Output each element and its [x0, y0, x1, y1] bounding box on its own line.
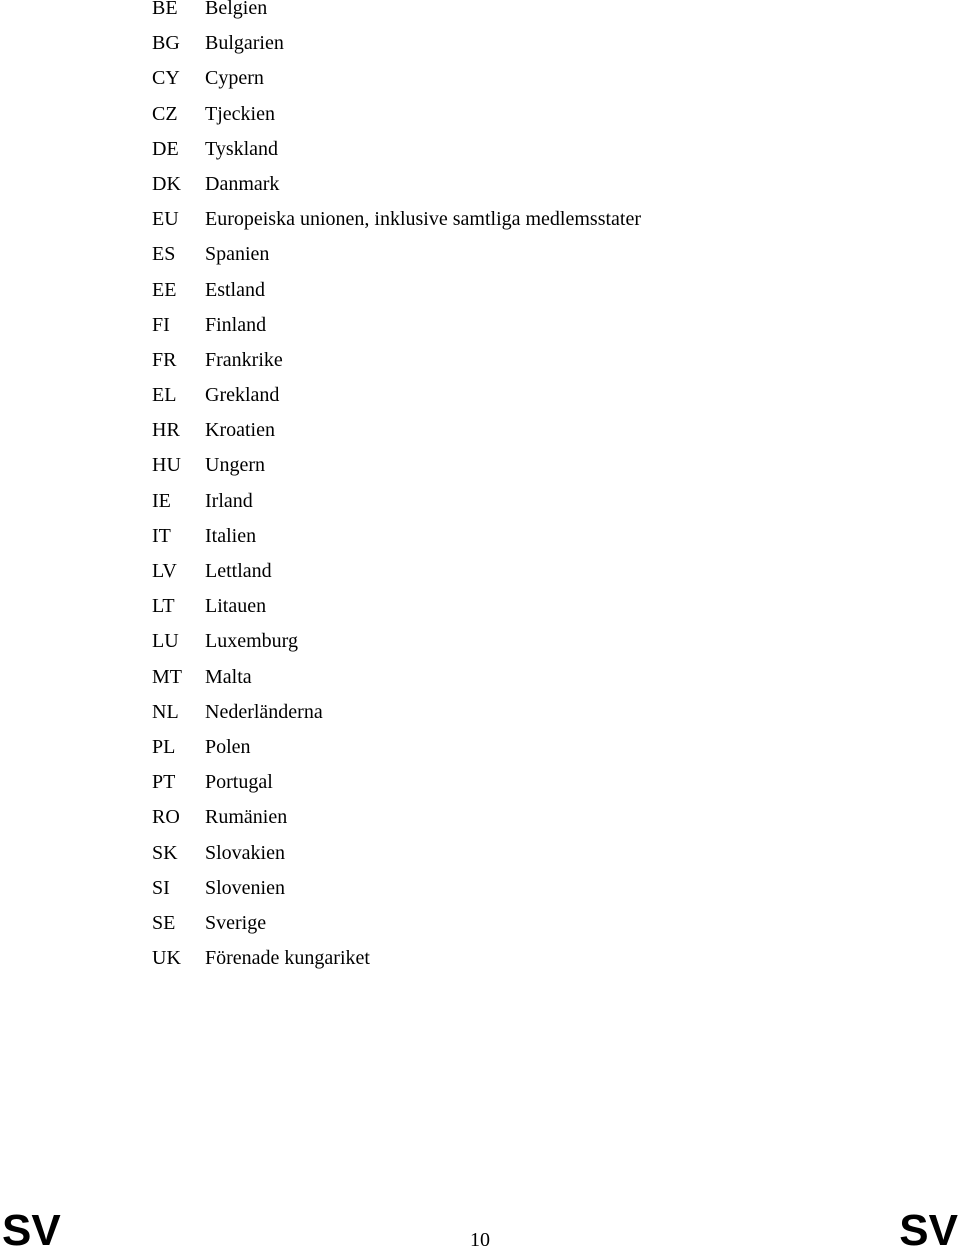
country-code: CY — [152, 67, 180, 90]
country-code: IT — [152, 524, 171, 547]
country-code: NL — [152, 700, 179, 723]
country-code: HR — [152, 419, 180, 442]
country-code: IE — [152, 489, 171, 512]
list-item — [152, 589, 641, 624]
list-item — [152, 448, 641, 483]
country-code: EE — [152, 278, 177, 301]
country-name: Luxemburg — [205, 630, 298, 653]
list-item — [152, 273, 641, 308]
country-code: UK — [152, 947, 181, 970]
country-name: Kroatien — [205, 419, 275, 442]
country-name: Ungern — [205, 454, 265, 477]
list-item — [152, 941, 641, 976]
country-name: Lettland — [205, 560, 272, 582]
list-item — [152, 343, 641, 378]
country-name: Frankrike — [205, 348, 283, 371]
country-name: Finland — [205, 313, 267, 336]
list-item — [152, 765, 641, 800]
country-name: Sverige — [205, 911, 267, 934]
country-code: MT — [152, 665, 182, 688]
country-name: Europeiska unionen, inklusive samtliga medlemsstater — [205, 208, 642, 231]
footer-language-code-right: SV — [899, 1206, 958, 1255]
country-name: Irland — [205, 489, 253, 512]
country-code: LT — [152, 595, 175, 618]
country-name: Polen — [205, 735, 251, 758]
list-item — [152, 484, 641, 519]
list-item — [152, 519, 641, 554]
country-code: HU — [152, 454, 181, 477]
list-item — [152, 906, 641, 941]
country-code: ES — [152, 243, 176, 266]
list-item — [152, 624, 641, 659]
list-item — [152, 97, 641, 132]
country-code: LV — [152, 560, 177, 582]
country-code: BE — [152, 0, 178, 19]
country-code: SK — [152, 841, 178, 864]
footer-language-code-left: SV — [2, 1206, 61, 1255]
country-name: Förenade kungariket — [205, 947, 370, 970]
list-item — [152, 308, 641, 343]
list-item — [152, 836, 641, 871]
list-item — [152, 202, 641, 237]
country-code: SI — [152, 876, 170, 899]
list-item — [152, 0, 641, 26]
country-name: Bulgarien — [205, 32, 284, 55]
country-name: Portugal — [205, 771, 273, 794]
country-code: BG — [152, 32, 180, 55]
list-item — [152, 800, 641, 835]
country-name: Rumänien — [205, 806, 288, 829]
country-name: Cypern — [205, 67, 264, 90]
list-item — [152, 554, 641, 589]
country-code: FI — [152, 313, 170, 336]
country-name: Estland — [205, 278, 265, 301]
country-name: Tjeckien — [205, 102, 275, 125]
country-name: Grekland — [205, 384, 280, 407]
country-name: Slovenien — [205, 876, 285, 899]
list-item — [152, 660, 641, 695]
list-item — [152, 132, 641, 167]
country-name: Tyskland — [205, 137, 279, 160]
list-item — [152, 26, 641, 61]
country-code: EL — [152, 384, 177, 407]
country-code: CZ — [152, 102, 178, 125]
country-code: SE — [152, 911, 176, 934]
country-code: FR — [152, 348, 177, 371]
country-code: DK — [152, 172, 181, 195]
country-code: EU — [152, 208, 179, 231]
list-item — [152, 237, 641, 272]
page-number: 10 — [470, 1229, 490, 1251]
list-item — [152, 730, 641, 765]
country-name: Nederländerna — [205, 700, 323, 723]
country-code: DE — [152, 137, 179, 160]
list-item — [152, 61, 641, 96]
country-code: LU — [152, 630, 179, 653]
country-name: Malta — [205, 665, 252, 688]
country-name: Italien — [205, 524, 257, 547]
list-item — [152, 413, 641, 448]
country-name: Slovakien — [205, 841, 285, 864]
list-item — [152, 167, 641, 202]
list-item — [152, 378, 641, 413]
country-code-list — [152, 0, 641, 976]
country-code: PL — [152, 735, 176, 758]
list-item — [152, 695, 641, 730]
country-name: Spanien — [205, 243, 270, 266]
country-name: Danmark — [205, 172, 280, 195]
list-item — [152, 871, 641, 906]
country-code: RO — [152, 806, 180, 829]
country-name: Belgien — [205, 0, 268, 19]
country-name: Litauen — [205, 595, 267, 618]
country-code: PT — [152, 771, 176, 794]
